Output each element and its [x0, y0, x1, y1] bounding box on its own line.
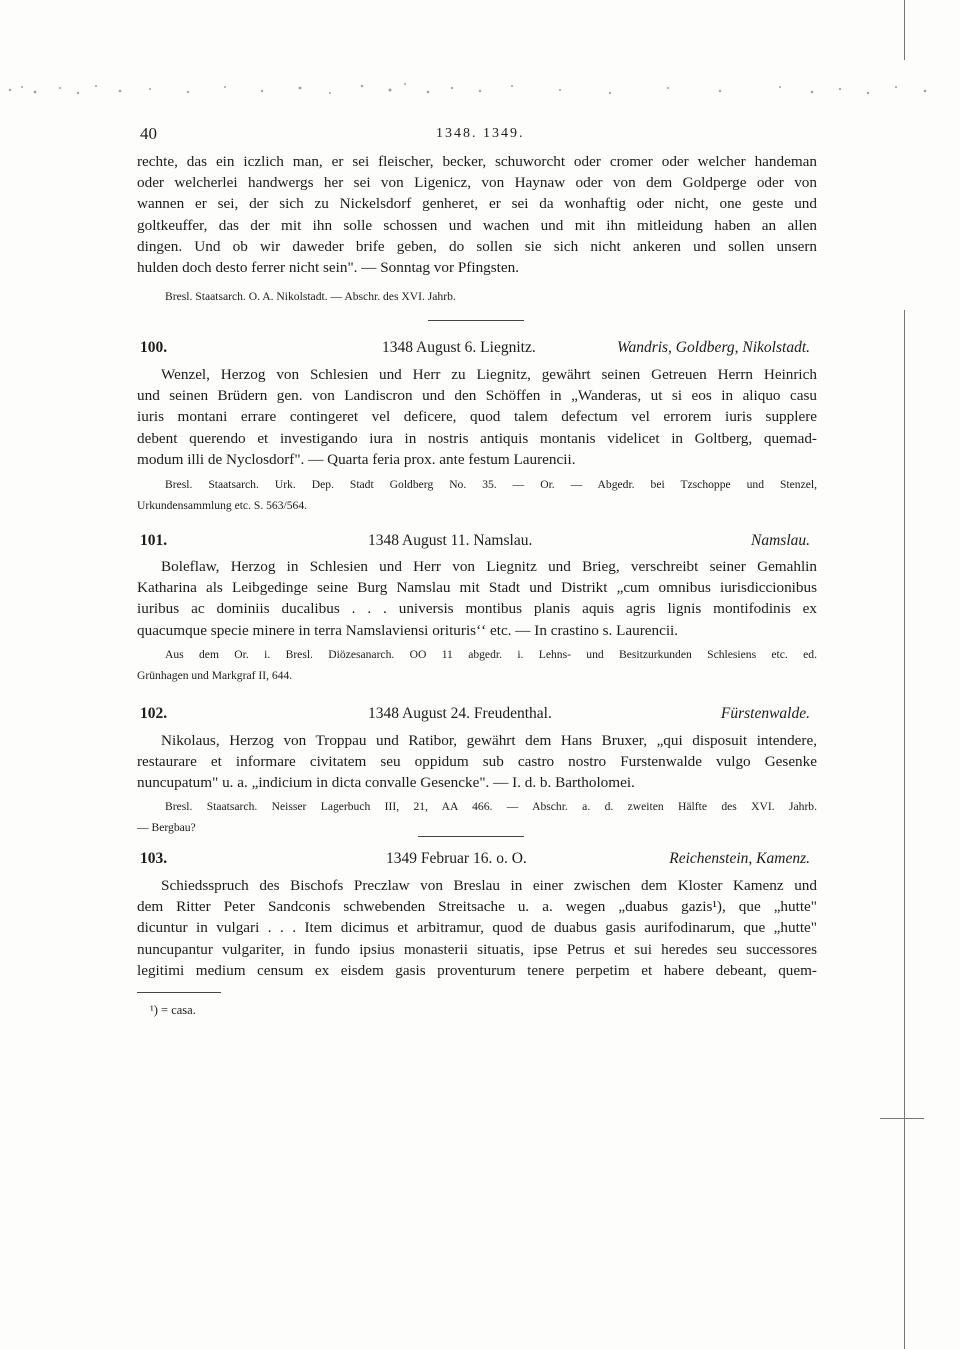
intro-text	[137, 151, 817, 278]
entry-source-101	[137, 644, 817, 686]
entry-source-100	[137, 474, 817, 516]
entry-heading-103	[140, 850, 810, 872]
source-line: Bresl. Staatsarch. Neisser Lagerbuch III, 21, AA 466. — Abschr. a. d. zweiten Hälfte des XVI. Jahrb.	[165, 800, 817, 813]
entry-date: 1349 Februar 16. o. O.	[386, 850, 527, 867]
entry-heading-102	[140, 705, 810, 727]
source-line: — Bergbau?	[137, 821, 196, 834]
entry-date: 1348 August 6. Liegnitz.	[382, 339, 536, 356]
source-line: Urkundensammlung etc. S. 563/564.	[137, 499, 308, 512]
text-line: modum illi de Nyclosdorf". — Quarta feria prox. ante festum Laurencii.	[137, 450, 576, 468]
source-line: Grünhagen und Markgraf II, 644.	[137, 669, 293, 682]
scan-noise-band	[0, 78, 960, 104]
text-line: Schiedsspruch des Bischofs Preczlaw von Breslau in einer zwischen dem Kloster Kamenz und	[161, 877, 817, 894]
text-line: restaurare et informare civitatem seu oppidum sub castro nostro Furstenwalde vulgo Gesenke	[137, 753, 817, 771]
source-line: Bresl. Staatsarch. Urk. Dep. Stadt Goldberg No. 35. — Or. — Abgedr. bei Tzschoppe und Stenzel,	[165, 478, 817, 491]
text-line: iuribus ac dominiis ducalibus . . . universis montibus planis aquis agris lignis montifodinis ex	[137, 600, 817, 618]
entry-place: Fürstenwalde.	[720, 705, 810, 722]
text-line: und seinen Brüdern gen. von Landiscron und den Schöffen in „Wanderas, ut si eos in aliquo casu	[137, 387, 817, 405]
entry-heading-100	[140, 339, 810, 361]
entry-place: Namslau.	[751, 532, 810, 549]
text-line: goltkeuffer, das der mit ihn solle schossen und wachen und mit ihn mitleidung haben an allen	[137, 216, 817, 234]
entry-source-102	[137, 796, 817, 838]
text-line: iuris montani errare contingeret vel deficere, quod talem defectum vel errorem iuris supplere	[137, 408, 817, 426]
text-line: Boleflaw, Herzog in Schlesien und Herr von Liegnitz und Brieg, verschreibt seiner Gemahlin	[161, 558, 817, 575]
source-line: Aus dem Or. i. Bresl. Diözesanarch. OO 11 abgedr. i. Lehns- und Besitzurkunden Schlesiens etc. ed.	[165, 648, 817, 661]
text-line: hulden doch desto ferrer nicht sein". — Sonntag vor Pfingsten.	[137, 259, 520, 277]
text-line: Katharina als Leibgedinge seine Burg Namslau mit Stadt und Distrikt „cum omnibus iurisdiccionibus	[137, 579, 817, 597]
entry-place: Wandris, Goldberg, Nikolstadt.	[616, 339, 810, 356]
entry-number: 102.	[140, 705, 168, 722]
text-line: debent querendo et investigando iura in nostris antiquis montanis videlicet in Goltberg, quemad-	[137, 429, 817, 447]
text-line: dicuntur in vulgari . . . Item dicimus et arbitramur, quod de duabus gasis aurifodinarum, que „hutte"	[137, 919, 817, 937]
text-line: oder welcherlei handwergs her sei von Ligenicz, von Haynaw oder von dem Goldperge oder von	[137, 174, 817, 192]
text-line: quacumque specie minere in terra Namslaviensi oriturisʻʻ etc. — In crastino s. Laurencii.	[137, 621, 679, 639]
running-head-years: 1348. 1349.	[436, 126, 525, 141]
entry-place: Reichenstein, Kamenz.	[669, 850, 810, 867]
entry-heading-101	[140, 532, 810, 554]
page-number: 40	[140, 124, 157, 143]
footnote: ¹) = casa.	[150, 1003, 196, 1017]
separator-rule	[418, 836, 524, 837]
margin-line-top	[904, 0, 905, 60]
text-line: Wenzel, Herzog von Schlesien und Herr zu Liegnitz, gewährt seinen Getreuen Herrn Heinrich	[161, 366, 817, 383]
text-line: dem Ritter Peter Sandconis schwebenden Streitsache u. a. wegen „duabus gazis¹), que „hutte"	[137, 898, 817, 916]
entry-number: 100.	[140, 339, 168, 356]
entry-date: 1348 August 11. Namslau.	[368, 532, 533, 549]
entry-number: 101.	[140, 532, 168, 549]
source-line: Bresl. Staatsarch. O. A. Nikolstadt. — Abschr. des XVI. Jahrb.	[165, 290, 456, 303]
text-line: rechte, das ein iczlich man, er sei fleischer, becker, schuworcht oder cromer oder welcher handeman	[137, 153, 817, 170]
text-line: nuncupantur vulgariter, in fundo ipsius monasterii situatis, ipse Petrus et sui heredes seu successores	[137, 940, 817, 958]
text-line: Nikolaus, Herzog von Troppau und Ratibor, gewährt dem Hans Bruxer, „qui disposuit intendere,	[161, 732, 817, 749]
text-line: nuncupatum" u. a. „indicium in dicta convalle Gesencke". — I. d. b. Bartholomei.	[137, 774, 635, 792]
entry-text-101	[137, 556, 817, 641]
text-line: dingen. Und ob wir daweder brife geben, do sollen sie sich nicht ankeren und sollen unsern	[137, 237, 817, 255]
margin-line-right	[904, 310, 905, 1349]
text-line: legitimi medium censum ex eisdem gasis proventurum tenere perpetim et habere debeant, quem-	[137, 961, 817, 979]
entry-text-102	[137, 730, 817, 794]
text-line: wannen er sei, der sich zu Nickelsdorf genheret, er sei da wonhaftig oder nicht, one geste und	[137, 195, 817, 213]
margin-tick	[880, 1118, 924, 1119]
intro-source	[137, 286, 817, 307]
entry-date: 1348 August 24. Freudenthal.	[368, 705, 552, 722]
entry-number: 103.	[140, 850, 168, 867]
entry-text-103	[137, 875, 817, 981]
separator-rule	[428, 320, 524, 321]
footnote-rule	[137, 992, 221, 993]
entry-text-100	[137, 364, 817, 470]
